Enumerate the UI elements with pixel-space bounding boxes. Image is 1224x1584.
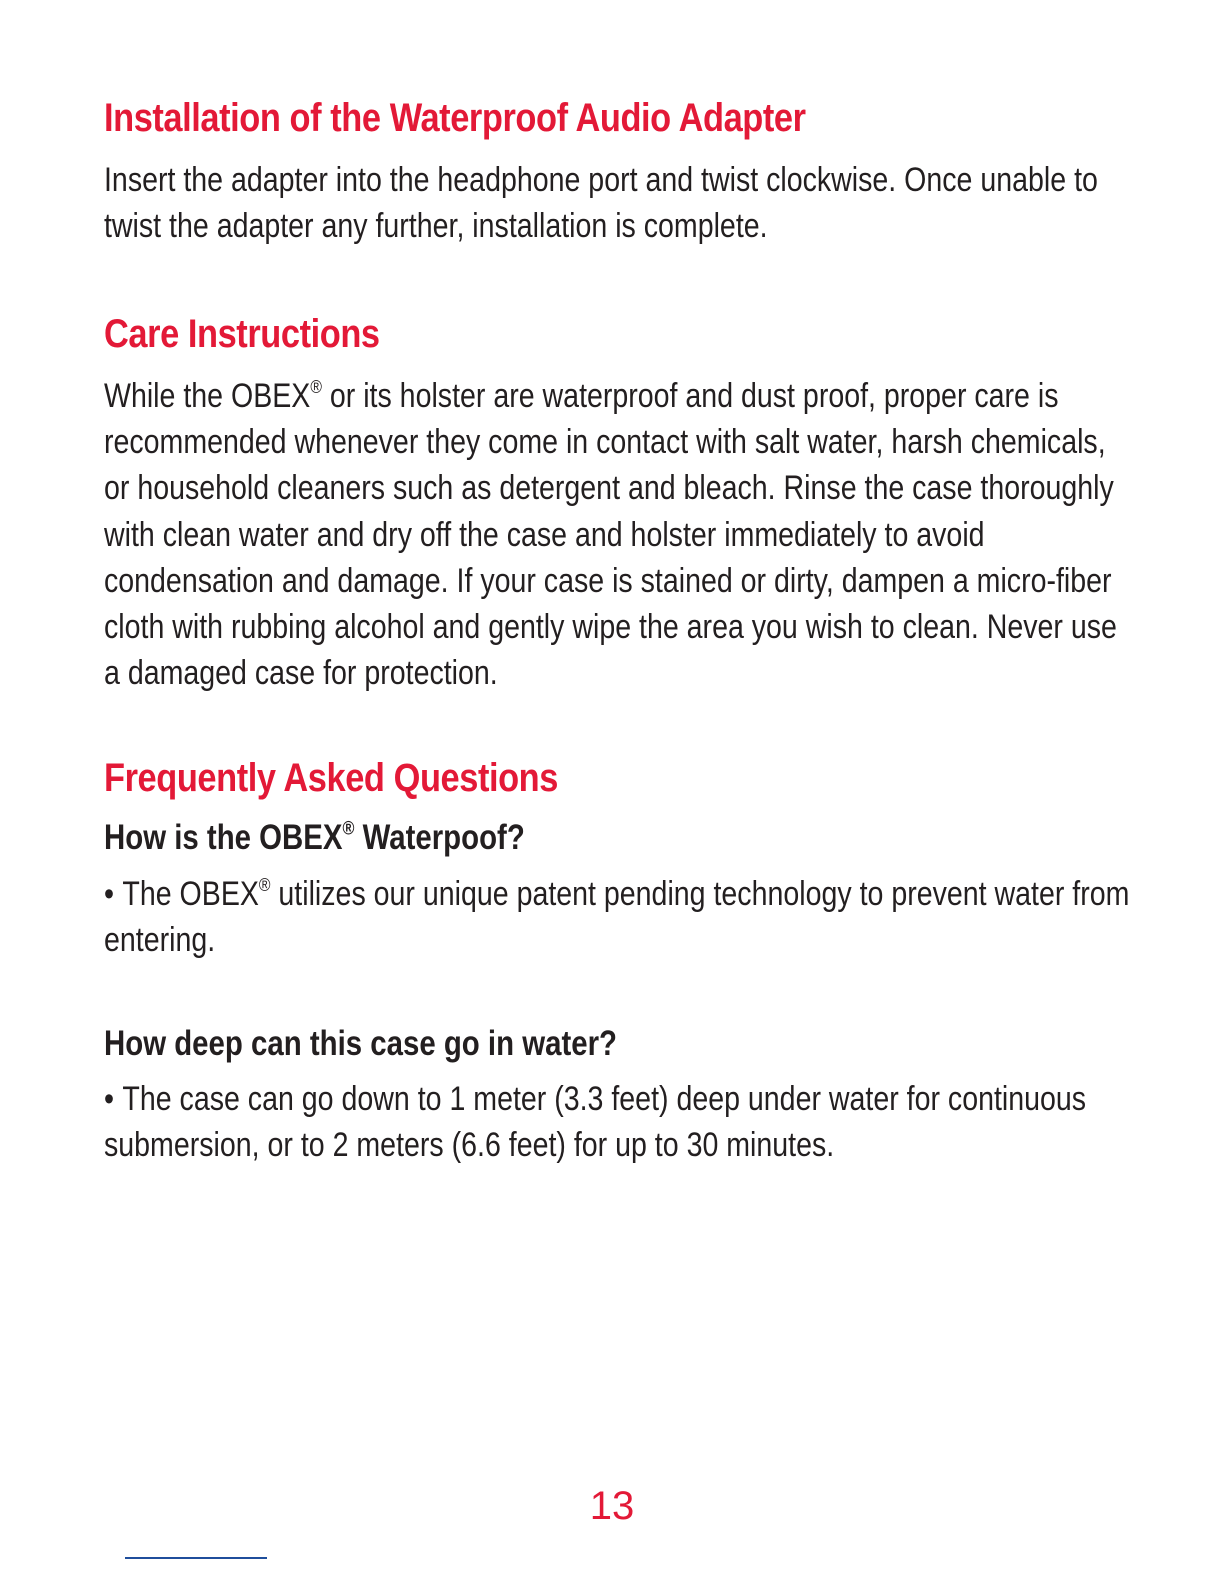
answer-text-start: The OBEX — [122, 875, 259, 913]
care-heading: Care Instructions — [104, 312, 380, 356]
faq-question-depth: How deep can this case go in water? — [104, 1024, 618, 1063]
registered-mark: ® — [258, 873, 271, 895]
answer-text: The case can go down to 1 meter (3.3 feet) deep under water for continuous submersion, or to 2 meters (6.6 feet) for up to 30 minutes. — [104, 1080, 1087, 1165]
installation-body: Insert the adapter into the headphone port and twist clockwise. Once unable to twist the adapter any further, installation is complete. — [104, 161, 1098, 246]
answer-text-rest: utilizes our unique patent pending technology to prevent water from entering. — [104, 875, 1130, 960]
care-body-text-start: While the OBEX — [104, 377, 311, 415]
page-number: 13 — [589, 1484, 635, 1528]
installation-heading: Installation of the Waterproof Audio Adapter — [104, 96, 806, 140]
bullet-icon: • — [104, 875, 115, 913]
care-body — [104, 373, 1133, 696]
registered-mark: ® — [310, 375, 322, 397]
faq-question-waterproof — [104, 817, 525, 859]
faq-answer-depth — [104, 1076, 1133, 1168]
footer-rule — [125, 1557, 267, 1559]
bullet-icon: • — [104, 1080, 115, 1118]
question-text-start: How is the OBEX — [104, 818, 343, 857]
registered-mark: ® — [342, 818, 355, 840]
care-body-text-rest: or its holster are waterproof and dust proof, proper care is recommended whenever they come in contact with salt water, harsh chemicals, or household cleaners such as detergent and bleach. Rinse the case thoroughly with clean water and dry off the case and holster immediately to avoid condensation and damage. If your case is stained or dirty, dampen a micro-fiber cloth with rubbing alcohol and gently wipe the area you wish to clean. Never use a damaged case for protection. — [104, 377, 1117, 693]
question-text-rest: Waterpoof? — [354, 818, 525, 857]
faq-answer-waterproof — [104, 871, 1133, 963]
faq-heading: Frequently Asked Questions — [104, 756, 558, 800]
